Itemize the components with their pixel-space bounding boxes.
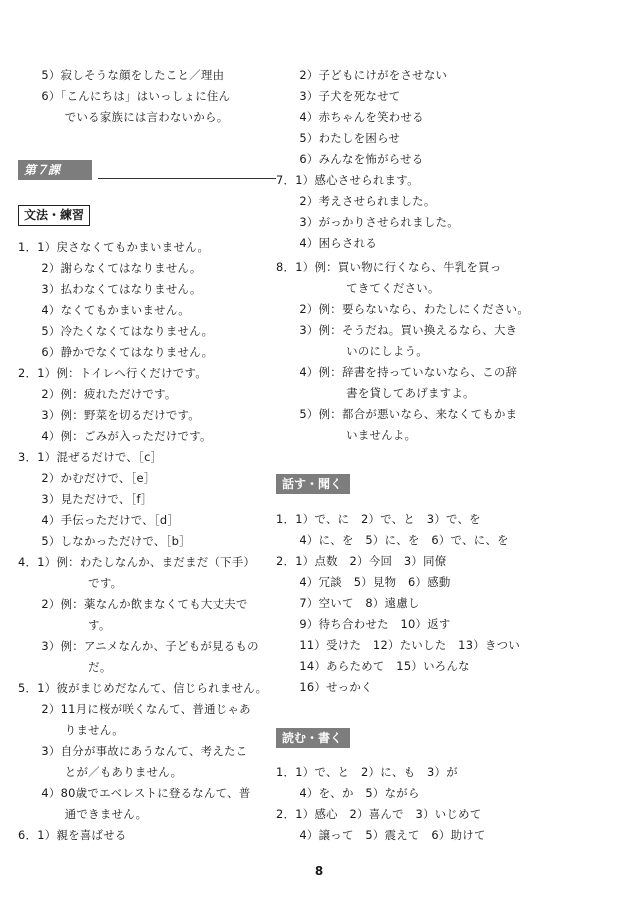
answer-line: 6）静かでなくてはなりません。	[18, 345, 214, 359]
answer-line: 16）せっかく	[276, 680, 373, 694]
answer-line: 2．1）例：トイレへ行くだけです。	[18, 366, 207, 380]
answer-line: 3）払わなくてはなりません。	[18, 282, 202, 296]
answer-line: 1．1）で、と 2）に、も 3）が	[276, 765, 458, 779]
read-write-heading: 読む・書く	[276, 728, 350, 748]
answer-line: 2．1）感心 2）喜んで 3）いじめて	[276, 807, 482, 821]
answer-line: 4）を、か 5）ながら	[276, 786, 420, 800]
answer-line: 通できません。	[18, 807, 148, 821]
answer-line: 3．1）混ぜるだけで、［c］	[18, 450, 163, 464]
answer-line: 2）例：疲れただけです。	[18, 387, 177, 401]
answer-line: 8．1）例：買い物に行くなら、牛乳を買っ	[276, 260, 502, 274]
answer-line: 2）子どもにけがをさせない	[276, 68, 448, 82]
answer-line: いませんよ。	[276, 428, 417, 442]
answer-line: 11）受けた 12）たいした 13）きつい	[276, 638, 521, 652]
answer-line: 2）例：要らないなら、わたしにください。	[276, 302, 530, 316]
answer-line: 2）例：薬なんか飲まなくても大丈夫で	[18, 597, 248, 611]
answer-line: 4）例：ごみが入っただけです。	[18, 429, 212, 443]
answer-line: 6）みんなを怖がらせる	[276, 152, 424, 166]
answer-line: 5）しなかっただけで、［b］	[18, 534, 191, 548]
answer-line: りません。	[18, 723, 124, 737]
answer-line: 3）例：野菜を切るだけです。	[18, 408, 200, 422]
answer-line: 5）寂しそうな顔をしたこと／理由	[18, 68, 225, 82]
answer-line: 4）冗談 5）見物 6）感動	[276, 575, 451, 589]
answer-line: 5）例：都合が悪いなら、来なくてもかま	[276, 407, 518, 421]
answer-line: 3）見ただけで、［f］	[18, 492, 153, 506]
answer-line: 4）に、を 5）に、を 6）で、に、を	[276, 533, 509, 547]
answer-line: 2）謝らなくてはなりません。	[18, 261, 202, 275]
answer-line: 4）困らされる	[276, 236, 378, 250]
section-heading: 文法・練習	[18, 205, 90, 226]
answer-line: 2）かむだけで、［e］	[18, 471, 156, 485]
answer-line: 3）子犬を死なせて	[276, 89, 401, 103]
answer-line: 1．1）戻さなくてもかまいません。	[18, 240, 210, 254]
lesson-heading: 第７課	[18, 160, 92, 180]
answer-line: 4）手伝っただけで、［d］	[18, 513, 180, 527]
answer-line: 4．1）例：わたしなんか、まだまだ（下手）	[18, 555, 256, 569]
answer-line: す。	[18, 618, 111, 632]
answer-line: 1．1）で、に 2）で、と 3）で、を	[276, 512, 481, 526]
answer-line: 2）考えさせられました。	[276, 194, 436, 208]
answer-line: 5）わたしを困らせ	[276, 131, 401, 145]
answer-line: 5）冷たくなくてはなりません。	[18, 324, 214, 338]
speak-listen-heading: 話す・聞く	[276, 474, 350, 494]
answer-line: 3）自分が事故にあうなんて、考えたこ	[18, 744, 248, 758]
answer-line: 4）80歳でエベレストに登るなんて、普	[18, 786, 251, 800]
answer-line: とが／もありません。	[18, 765, 183, 779]
answer-line: 4）例：辞書を持っていないなら、この辞	[276, 365, 518, 379]
answer-line: 4）なくてもかまいません。	[18, 303, 190, 317]
answer-line: 6）「こんにちは」はいっしょに住ん	[18, 89, 231, 103]
answer-line: 3）例：アニメなんか、子どもが見るもの	[18, 639, 259, 653]
answer-line: 4）譲って 5）震えて 6）助けて	[276, 828, 486, 842]
answer-line: だ。	[18, 660, 112, 674]
answer-line: いのにしよう。	[276, 344, 428, 358]
answer-line: 6．1）親を喜ばせる	[18, 828, 127, 842]
answer-line: 14）あらためて 15）いろんな	[276, 659, 470, 673]
answer-line: 書を貸してあげますよ。	[276, 386, 475, 400]
answer-line: 7）空いて 8）遠慮し	[276, 596, 420, 610]
answer-line: です。	[18, 576, 123, 590]
answer-line: 3）例：そうだね。買い換えるなら、大き	[276, 323, 518, 337]
heading-rule	[98, 178, 276, 179]
answer-line: でいる家族には言わないから。	[18, 110, 229, 124]
answer-line: 5．1）彼がまじめだなんて、信じられません。	[18, 681, 268, 695]
answer-line: 4）赤ちゃんを笑わせる	[276, 110, 424, 124]
answer-line: 7．1）感心させられます。	[276, 173, 419, 187]
page-number: 8	[314, 864, 324, 878]
answer-line: 2．1）点数 2）今回 3）同僚	[276, 554, 447, 568]
answer-line: 9）待ち合わせた 10）返す	[276, 617, 451, 631]
answer-line: てきてください。	[276, 281, 440, 295]
answer-line: 2）11月に桜が咲くなんて、普通じゃあ	[18, 702, 251, 716]
answer-line: 3）がっかりさせられました。	[276, 215, 459, 229]
